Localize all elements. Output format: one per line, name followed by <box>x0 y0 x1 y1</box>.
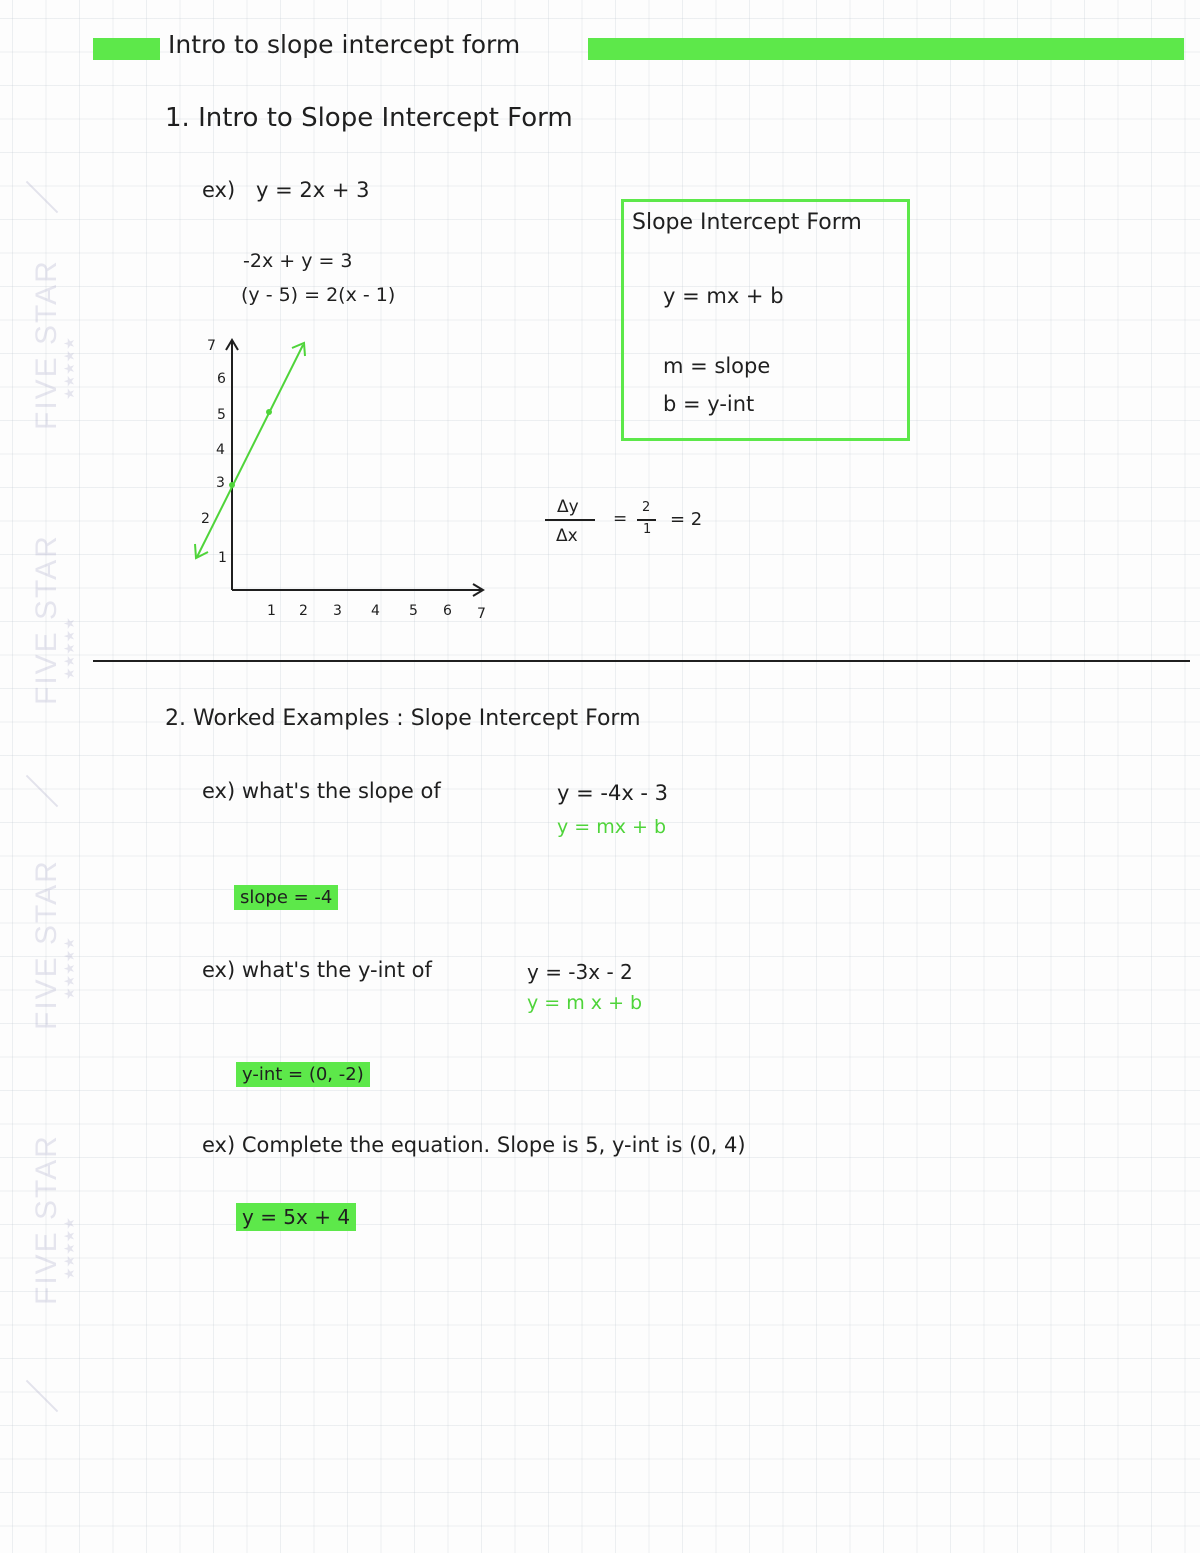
graph-line <box>197 345 303 557</box>
slope-result: = 2 <box>670 509 703 530</box>
watermark-stars: ★★★★★ <box>62 617 78 680</box>
example-1-equation: y = -4x - 3 <box>557 781 669 805</box>
watermark-brand: FIVE STAR <box>30 534 63 705</box>
example-1-answer: slope = -4 <box>234 885 338 910</box>
definition-box-title: Slope Intercept Form <box>632 210 862 235</box>
graph-point <box>266 409 272 415</box>
slope-numerator: Δy <box>557 497 579 517</box>
example-label: ex) <box>202 178 236 202</box>
example-2-answer: y-int = (0, -2) <box>236 1062 370 1087</box>
example-equation: y = 2x + 3 <box>256 178 370 202</box>
example-1-template: y = mx + b <box>557 816 667 838</box>
alt-form-point-slope: (y - 5) = 2(x - 1) <box>241 284 396 306</box>
example-3-question: ex) Complete the equation. Slope is 5, y-int is (0, 4) <box>202 1133 746 1157</box>
watermark-brand: FIVE STAR <box>30 259 63 430</box>
definition-slope: m = slope <box>663 354 771 378</box>
title-highlight-right <box>588 38 1184 60</box>
fraction-bar <box>545 519 595 521</box>
x-tick-label: 4 <box>371 603 380 619</box>
section-divider <box>93 660 1190 662</box>
section-2-heading: 2. Worked Examples : Slope Intercept Form <box>165 706 641 731</box>
watermark-stars: ★★★★★ <box>62 1217 78 1280</box>
x-tick-label: 7 <box>477 606 486 622</box>
example-3-answer: y = 5x + 4 <box>236 1203 356 1231</box>
y-tick-label: 1 <box>218 550 227 566</box>
example-2-equation: y = -3x - 2 <box>527 960 633 984</box>
watermark-stars: ★★★★★ <box>62 937 78 1000</box>
watermark-brand: FIVE STAR <box>30 1134 63 1305</box>
slope-denominator: Δx <box>556 526 578 546</box>
y-tick-label: 4 <box>216 442 225 458</box>
example-2-question: ex) what's the y-int of <box>202 958 432 982</box>
y-tick-label: 6 <box>217 371 226 387</box>
run-value: 1 <box>643 522 652 537</box>
example-1-question: ex) what's the slope of <box>202 779 441 803</box>
definition-formula: y = mx + b <box>663 284 784 308</box>
x-tick-label: 6 <box>443 603 452 619</box>
watermark-tick <box>26 1380 59 1413</box>
example-graph <box>185 330 505 630</box>
watermark-stars: ★★★★★ <box>62 337 78 400</box>
definition-y-intercept: b = y-int <box>663 392 755 416</box>
y-tick-label: 2 <box>201 511 210 527</box>
title-highlight-left <box>93 38 160 60</box>
x-tick-label: 5 <box>409 603 418 619</box>
x-tick-label: 2 <box>299 603 308 619</box>
example-2-template: y = m x + b <box>527 992 643 1014</box>
section-1-heading: 1. Intro to Slope Intercept Form <box>165 103 573 133</box>
y-tick-label: 5 <box>217 407 226 423</box>
x-tick-label: 1 <box>267 603 276 619</box>
page-title: Intro to slope intercept form <box>168 30 521 59</box>
y-tick-label: 7 <box>207 338 216 354</box>
x-tick-label: 3 <box>333 603 342 619</box>
watermark-tick <box>26 775 59 808</box>
rise-value: 2 <box>642 500 651 515</box>
y-tick-label: 3 <box>216 475 225 491</box>
alt-form-standard: -2x + y = 3 <box>243 250 353 272</box>
small-fraction-bar <box>637 519 656 521</box>
watermark-brand: FIVE STAR <box>30 859 63 1030</box>
watermark-tick <box>26 181 59 214</box>
equals-sign: = <box>613 509 628 529</box>
y-intercept-point <box>229 482 235 488</box>
